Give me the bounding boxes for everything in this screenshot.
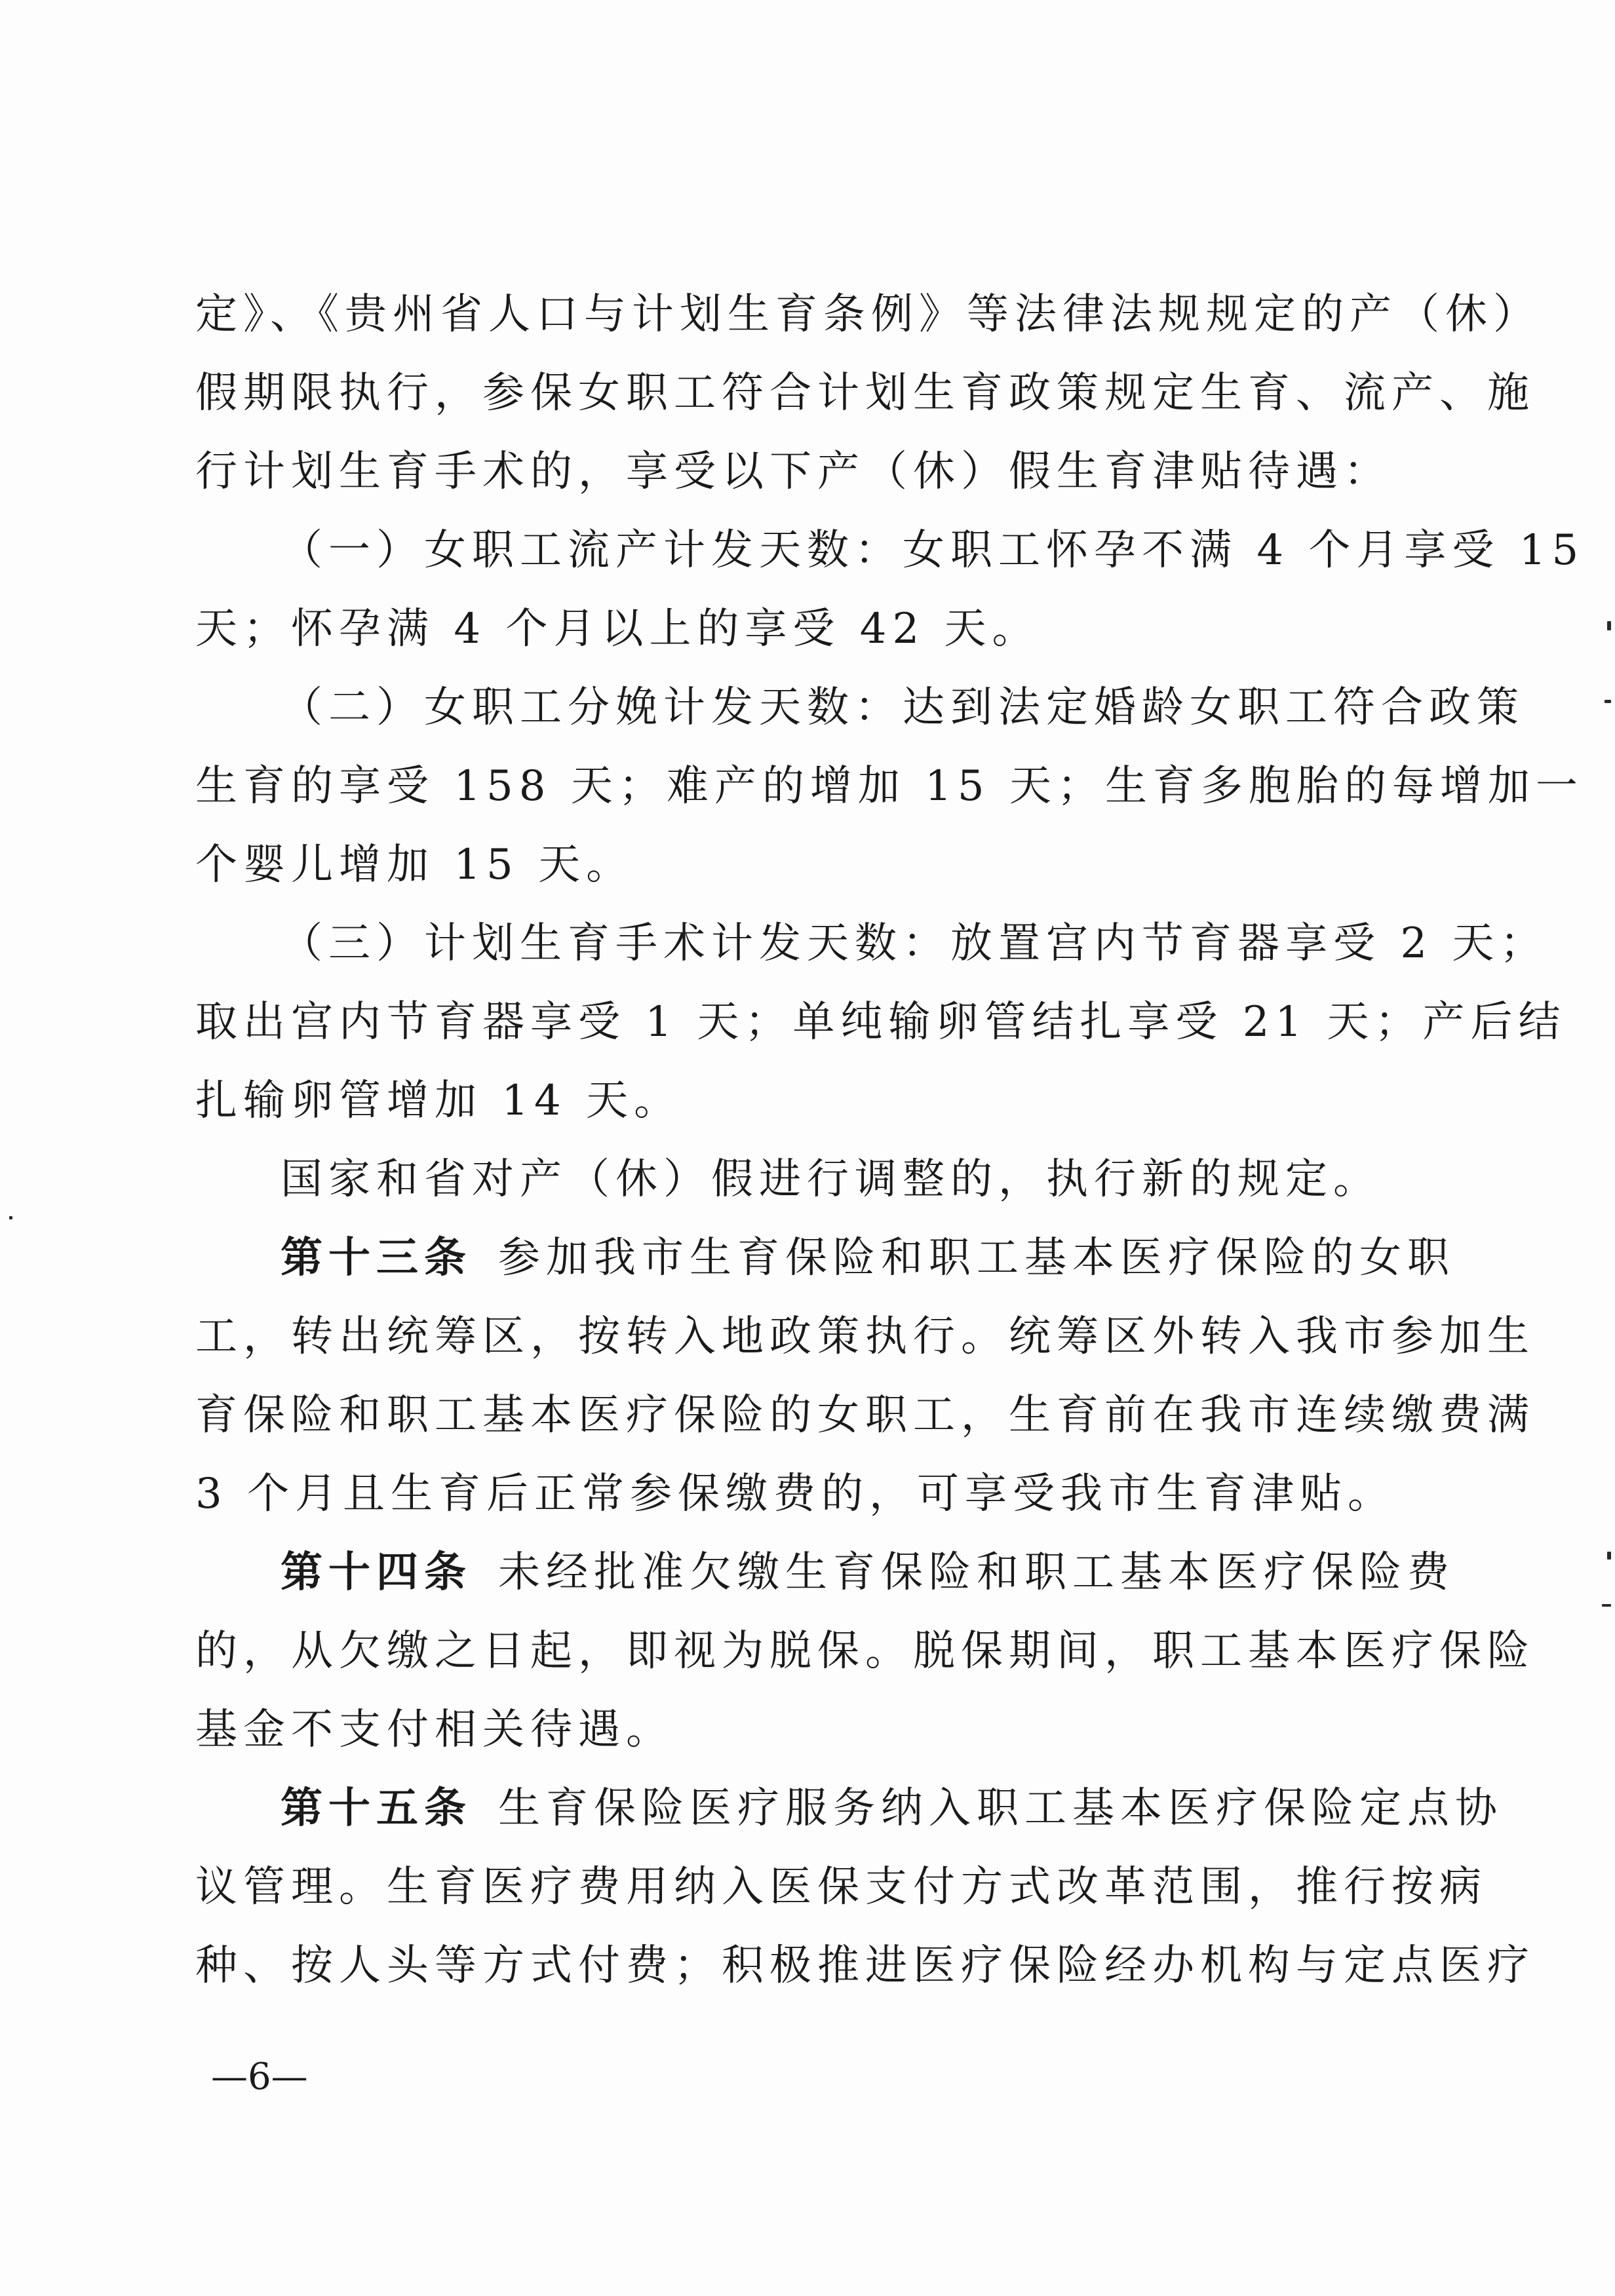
text-line: 议管理。生育医疗费用纳入医保支付方式改革范围，推行按病 <box>195 1863 1487 1911</box>
scan-mark <box>1602 1604 1611 1607</box>
text-line: （三）计划生育手术计发天数：放置宫内节育器享受 2 天； <box>281 919 1548 968</box>
scan-mark <box>1607 1552 1611 1559</box>
text-line: 的，从欠缴之日起，即视为脱保。脱保期间，职工基本医疗保险 <box>195 1627 1535 1675</box>
text-line: 基金不支付相关待遇。 <box>195 1706 674 1754</box>
text-line: 3 个月且生育后正常参保缴费的，可享受我市生育津贴。 <box>195 1470 1396 1518</box>
article-13-line <box>281 1219 1455 1297</box>
text-line: 扎输卵管增加 14 天。 <box>195 1077 682 1125</box>
scan-mark <box>9 1216 12 1219</box>
text-line: 定》、《贵州省人口与计划生育条例》等法律法规规定的产（休） <box>195 290 1541 339</box>
text-line: 国家和省对产（休）假进行调整的，执行新的规定。 <box>281 1155 1381 1204</box>
article-15-line <box>281 1769 1503 1848</box>
text-line: 行计划生育手术的，享受以下产（休）假生育津贴待遇： <box>195 448 1391 496</box>
scan-mark <box>1607 621 1611 630</box>
article-14-line <box>281 1533 1455 1612</box>
text-line: 假期限执行，参保女职工符合计划生育政策规定生育、流产、施 <box>195 369 1535 417</box>
text-line: 取出宫内节育器享受 1 天；单纯输卵管结扎享受 21 天；产后结 <box>195 998 1566 1046</box>
scan-mark <box>1605 700 1611 703</box>
text-span: 生育保险医疗服务纳入职工基本医疗保险定点协 <box>498 1784 1503 1833</box>
text-line: 种、按人头等方式付费；积极推进医疗保险经办机构与定点医疗 <box>195 1942 1535 1990</box>
page-number: —6— <box>211 2056 308 2098</box>
text-line: 天；怀孕满 4 个月以上的享受 42 天。 <box>195 605 1040 653</box>
text-line: 育保险和职工基本医疗保险的女职工，生育前在我市连续缴费满 <box>195 1391 1535 1440</box>
text-line: （二）女职工分娩计发天数：达到法定婚龄女职工符合政策 <box>281 683 1525 732</box>
article-13-title: 第十三条 <box>281 1233 472 1282</box>
text-span: 参加我市生育保险和职工基本医疗保险的女职 <box>498 1234 1455 1282</box>
article-14-title: 第十四条 <box>281 1548 472 1597</box>
text-line: 生育的享受 158 天；难产的增加 15 天；生育多胞胎的每增加一 <box>195 762 1584 811</box>
text-span: 未经批准欠缴生育保险和职工基本医疗保险费 <box>498 1548 1455 1597</box>
article-15-title: 第十五条 <box>281 1784 472 1833</box>
text-line: （一）女职工流产计发天数：女职工怀孕不满 4 个月享受 15 <box>281 526 1585 575</box>
text-line: 工，转出统筹区，按转入地政策执行。统筹区外转入我市参加生 <box>195 1312 1535 1361</box>
text-line: 个婴儿增加 15 天。 <box>195 841 634 889</box>
